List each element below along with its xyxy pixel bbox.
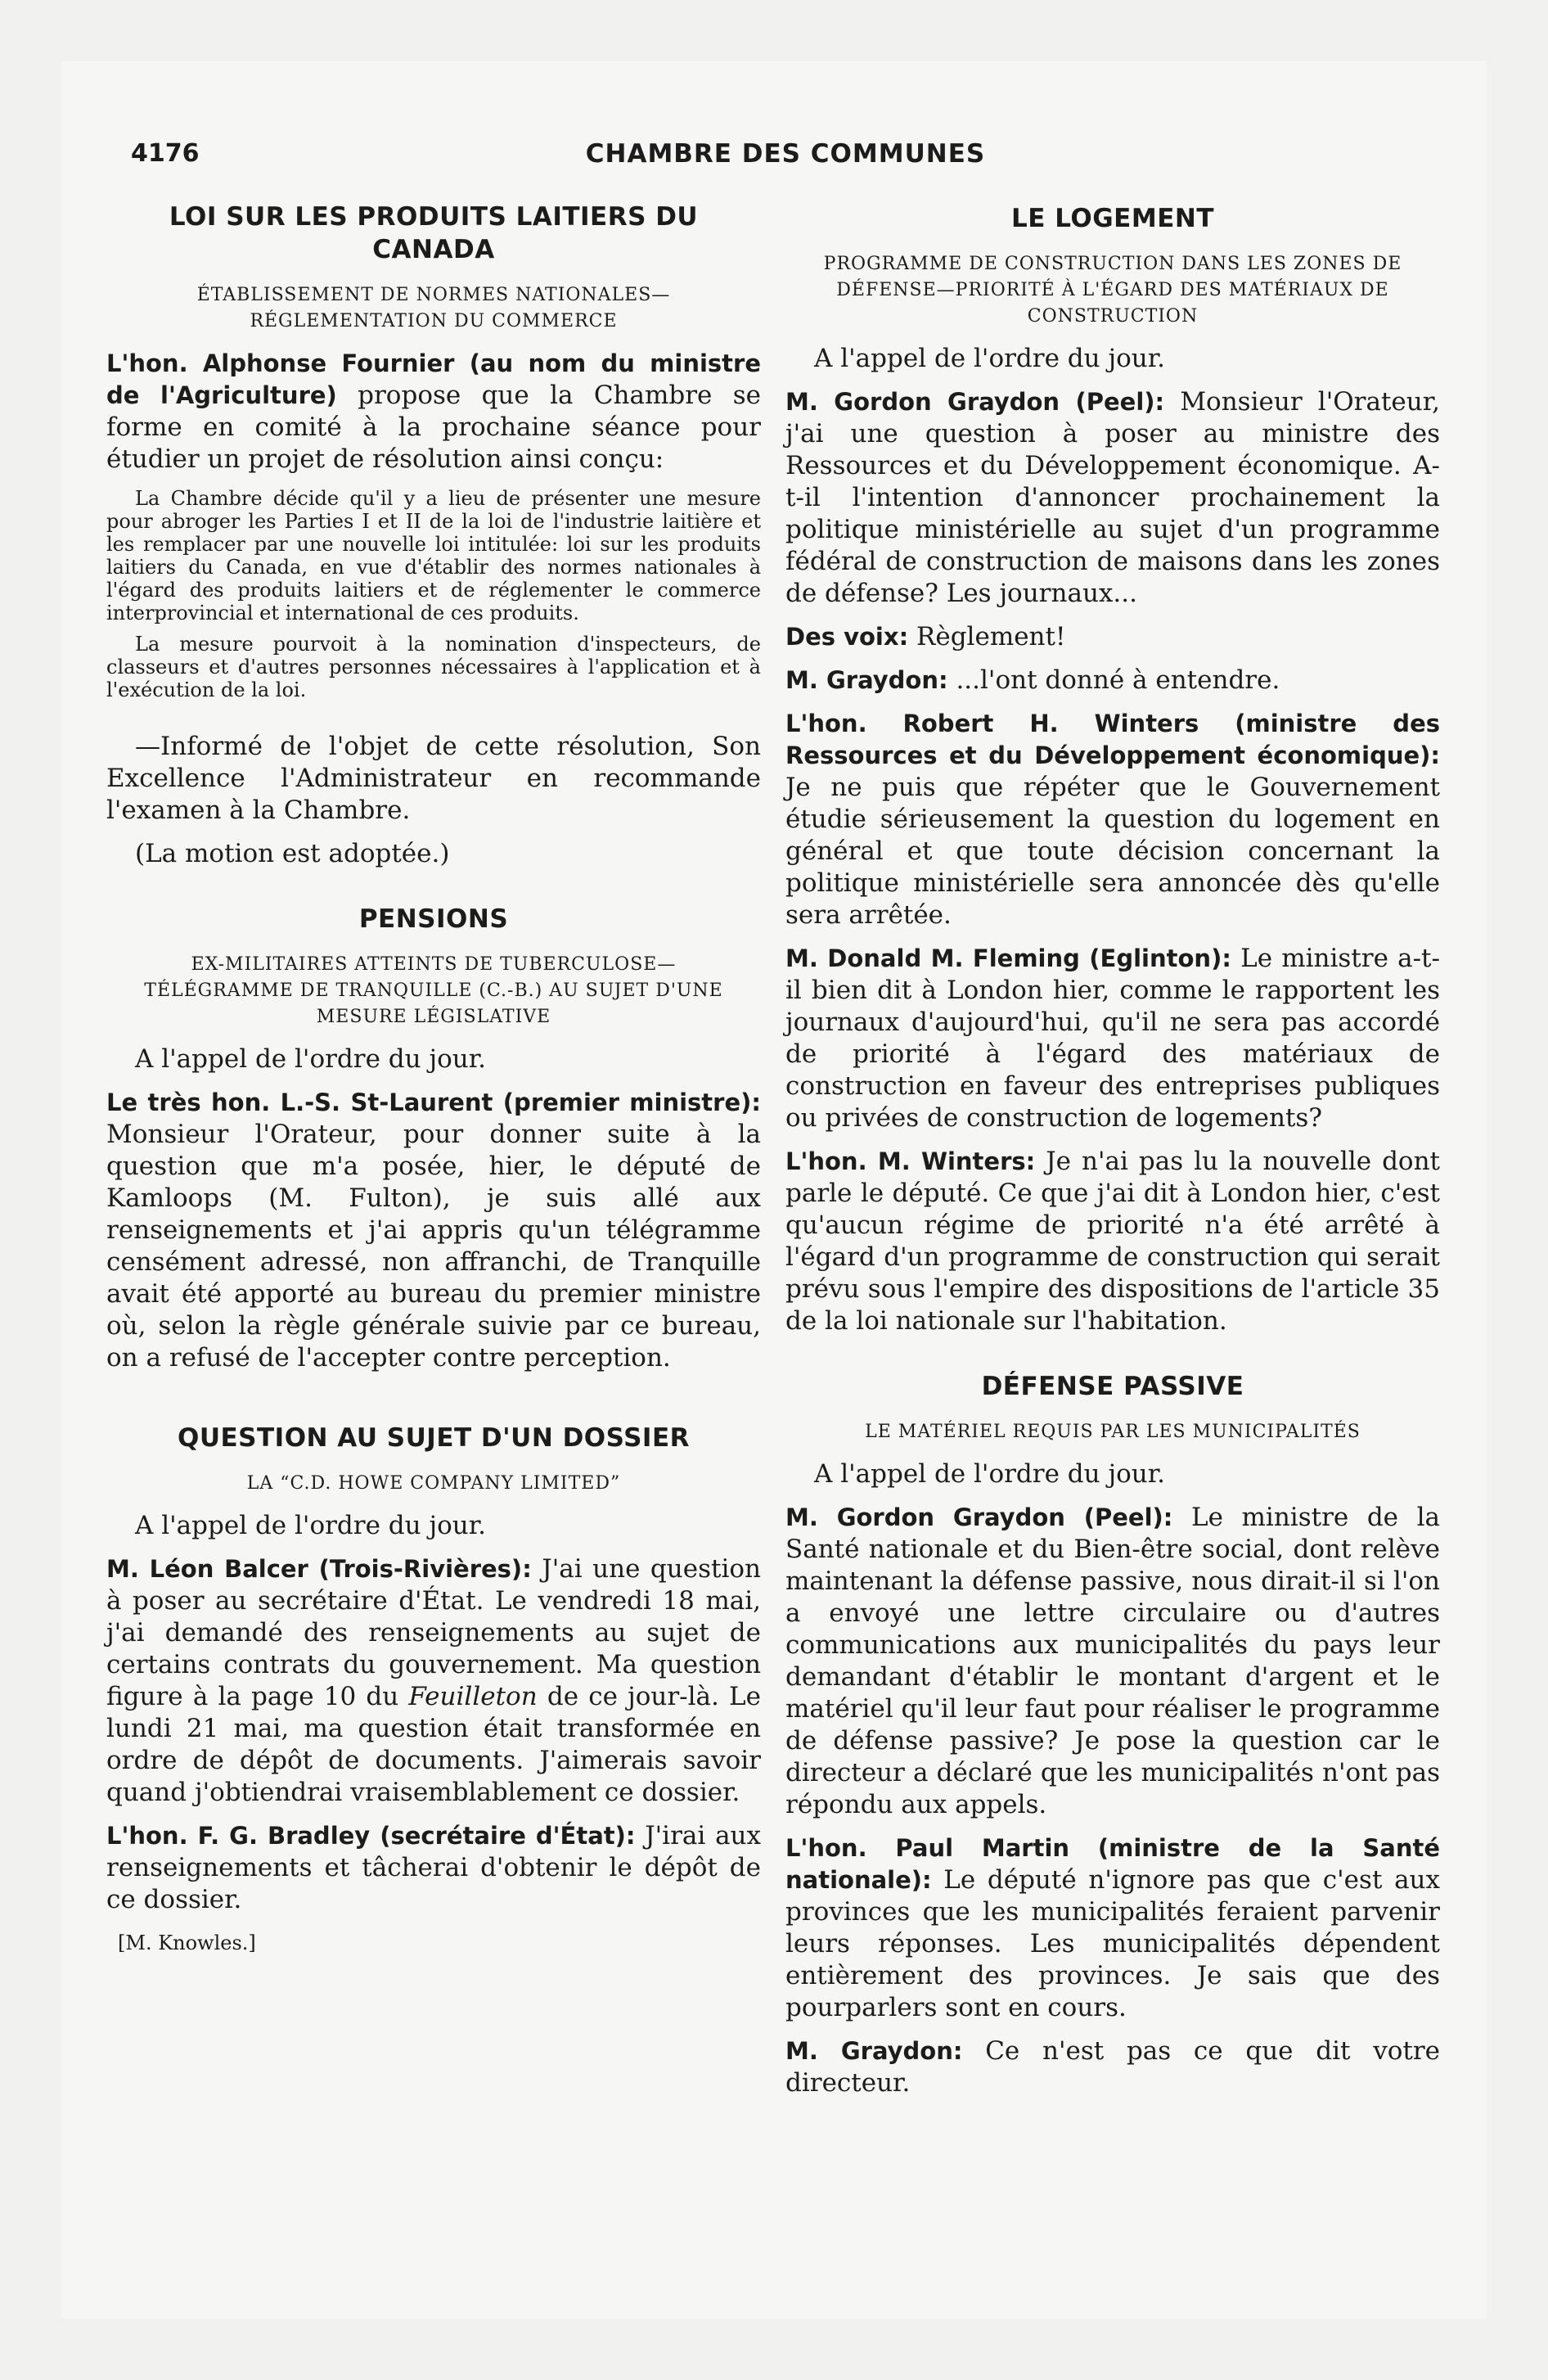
- speech-paragraph: [785, 1832, 1440, 2024]
- speech-paragraph: [785, 1146, 1440, 1337]
- speech-text: propose que la Chambre se forme en comité à la prochaine séance pour étudier un projet de résolution ainsi conçu:: [106, 381, 761, 474]
- speaker-name: L'hon. M. Winters:: [785, 1147, 1036, 1175]
- speaker-name: L'hon. F. G. Bradley (secrétaire d'État):: [106, 1822, 636, 1850]
- speaker-name: M. Donald M. Fleming (Eglinton):: [785, 944, 1231, 972]
- speaker-name: M. Graydon:: [785, 2037, 963, 2065]
- speaker-name: Le très hon. L.-S. St-Laurent (premier ministre):: [106, 1089, 761, 1116]
- speech-paragraph: [785, 665, 1440, 696]
- page-header: [131, 139, 1440, 188]
- speech-text: J'ai une question à poser au secrétaire d'État. Le vendredi 18 mai, j'ai demandé des renseignements au sujet de certains contrats du gouvernement. Ma question figure à la page 10 du: [106, 1554, 761, 1711]
- paragraph: —Informé de l'objet de cette résolution, Son Excellence l'Administrateur en recommande l'examen à la Chambre.: [106, 732, 761, 825]
- spacer: [106, 1386, 761, 1422]
- footer-note: [M. Knowles.]: [118, 1931, 256, 1954]
- speech-text: Monsieur l'Orateur, pour donner suite à la question que m'a posée, hier, le député de Kamloops (M. Fulton), je suis allé aux renseignements et j'ai appris qu'un télégramme censément adressé, non affranchi, de Tranquille avait été apporté au bureau du premier ministre où, selon la règle générale suivie par ce bureau, on a refusé de l'accepter contre perception.: [106, 1120, 761, 1373]
- speech-text: ...l'ont donné à entendre.: [947, 665, 1280, 695]
- speech-text: Je n'ai pas lu la nouvelle dont parle le député. Ce que j'ai dit à London hier, c'est qu'aucun régime de priorité n'a été arrêté à l'égard d'un programme de construction qui serait prévu sous l'empire des dispositions de l'article 35 de la loi nationale sur l'habitation.: [785, 1147, 1440, 1336]
- paragraph: A l'appel de l'ordre du jour.: [135, 1044, 486, 1074]
- speech-paragraph: [106, 1553, 761, 1809]
- section-subheading: LA “C.D. HOWE COMPANY LIMITED”: [246, 1473, 621, 1494]
- speech-text: Le député n'ignore pas que c'est aux provinces que les municipalités feraient parvenir leurs réponses. Les municipalités dépendent entièrement des provinces. Je sais que des pourparlers sont en cours.: [785, 1865, 1440, 2022]
- section-subheading: ÉTABLISSEMENT DE NORMES NATIONALES— RÉGLEMENTATION DU COMMERCE: [196, 285, 671, 331]
- speech-text: Ce n'est pas ce que dit votre directeur.: [785, 2036, 1440, 2098]
- speech-text: de ce jour-là. Le lundi 21 mai, ma question était transformée en ordre de dépôt de documents. J'aimerais savoir quand j'obtiendrai vraisemblablement ce dossier.: [106, 1682, 761, 1807]
- speech-text: Le ministre de la Santé nationale et du Bien-être social, dont relève maintenant la défense passive, nous dirait-il si l'on a envoyé une lettre circulaire ou d'autres communications aux municipalités du pays leur demandant d'établir le montant d'argent et le matériel qu'il leur faut pour réaliser le programme de défense passive? Je pose la question car le directeur a déclaré que les municipalités n'ont pas répondu aux appels.: [785, 1503, 1441, 1819]
- paragraph: A l'appel de l'ordre du jour.: [814, 344, 1165, 373]
- spacer: [785, 1349, 1440, 1370]
- speech-text: Le ministre a-t-il bien dit à London hier, comme le rapportent les journaux d'aujourd'hui, qu'il ne sera pas accordé de priorité à l'égard des matériaux de construction en faveur des entreprises publiques ou privées de construction de logements?: [785, 944, 1440, 1133]
- section-subheading: PROGRAMME DE CONSTRUCTION DANS LES ZONES DE DÉFENSE—PRIORITÉ À L'ÉGARD DES MATÉRIAUX DE CONSTRUCTION: [823, 254, 1402, 327]
- speech-paragraph: [106, 1087, 761, 1374]
- speech-paragraph: [106, 1820, 761, 1916]
- speech-paragraph: [785, 386, 1440, 610]
- speech-paragraph: [785, 2035, 1440, 2099]
- speech-paragraph: [785, 1502, 1440, 1821]
- section-subheading: LE MATÉRIEL REQUIS PAR LES MUNICIPALITÉS: [865, 1422, 1361, 1442]
- speech-paragraph: [106, 348, 761, 476]
- speech-text: Règlement!: [908, 622, 1066, 651]
- section-title-defense-passive: DÉFENSE PASSIVE: [981, 1372, 1244, 1401]
- speech-paragraph: [785, 621, 1440, 653]
- left-column: [106, 201, 761, 1955]
- section-title-logement: LE LOGEMENT: [1011, 204, 1214, 233]
- page-number: 4176: [131, 139, 200, 168]
- section-title-pensions: PENSIONS: [358, 904, 509, 934]
- speech-paragraph: [785, 708, 1440, 931]
- speaker-name: L'hon. Alphonse Fournier (au nom du ministre de l'Agriculture): [106, 349, 761, 409]
- speech-text: Je ne puis que répéter que le Gouvernement étudie sérieusement la question du logement en général et que toute décision concernant la politique ministérielle sera annoncée dès qu'elle sera arrêtée.: [785, 773, 1440, 930]
- speaker-name: M. Graydon:: [785, 666, 948, 694]
- spacer: [106, 710, 761, 731]
- speaker-name: Des voix:: [785, 623, 909, 651]
- speaker-name: M. Gordon Graydon (Peel):: [785, 1503, 1173, 1531]
- section-subheading: EX-MILITAIRES ATTEINTS DE TUBERCULOSE—TÉLÉGRAMME DE TRANQUILLE (C.-B.) AU SUJET D'UNE MESURE LÉGISLATIVE: [144, 954, 723, 1027]
- running-title: CHAMBRE DES COMMUNES: [585, 139, 986, 169]
- section-title-dossier: QUESTION AU SUJET D'UN DOSSIER: [177, 1423, 690, 1453]
- speech-paragraph: [785, 943, 1440, 1134]
- italic-title: Feuilleton: [408, 1682, 538, 1711]
- speech-text: J'irai aux renseignements et tâcherai d'obtenir le dépôt de ce dossier.: [106, 1821, 762, 1914]
- paragraph: A l'appel de l'ordre du jour.: [814, 1459, 1165, 1489]
- paragraph: A l'appel de l'ordre du jour.: [135, 1511, 486, 1540]
- resolution-quote: La mesure pourvoit à la nomination d'inspecteurs, de classeurs et d'autres personnes nécessaires à l'application et à l'exécution de la loi.: [106, 633, 761, 701]
- paragraph: (La motion est adoptée.): [135, 839, 450, 868]
- speech-text: Monsieur l'Orateur, j'ai une question à poser au ministre des Ressources et du Développement économique. A-t-il l'intention d'annoncer prochainement la politique ministérielle au sujet d'un programme fédéral de construction de maisons dans les zones de défense? Les journaux...: [785, 387, 1440, 608]
- section-title-produits-laitiers: LOI SUR LES PRODUITS LAITIERS DU CANADA: [169, 202, 699, 264]
- speaker-name: L'hon. Paul Martin (ministre de la Santé nationale):: [785, 1834, 1440, 1894]
- right-column: [785, 201, 1440, 2111]
- spacer: [106, 881, 761, 903]
- speaker-name: M. Léon Balcer (Trois-Rivières):: [106, 1555, 532, 1583]
- speaker-name: L'hon. Robert H. Winters (ministre des Ressources et du Développement économique):: [785, 710, 1440, 769]
- speaker-name: M. Gordon Graydon (Peel):: [785, 388, 1165, 416]
- resolution-quote: La Chambre décide qu'il y a lieu de présenter une mesure pour abroger les Parties I et II de la loi de l'industrie laitière et les remplacer par une nouvelle loi intitulée: loi sur les produits laitiers du Canada, en vue d'établir des normes nationales à l'égard des produits laitiers et de réglementer le commerce interprovincial et international de ces produits.: [106, 487, 761, 624]
